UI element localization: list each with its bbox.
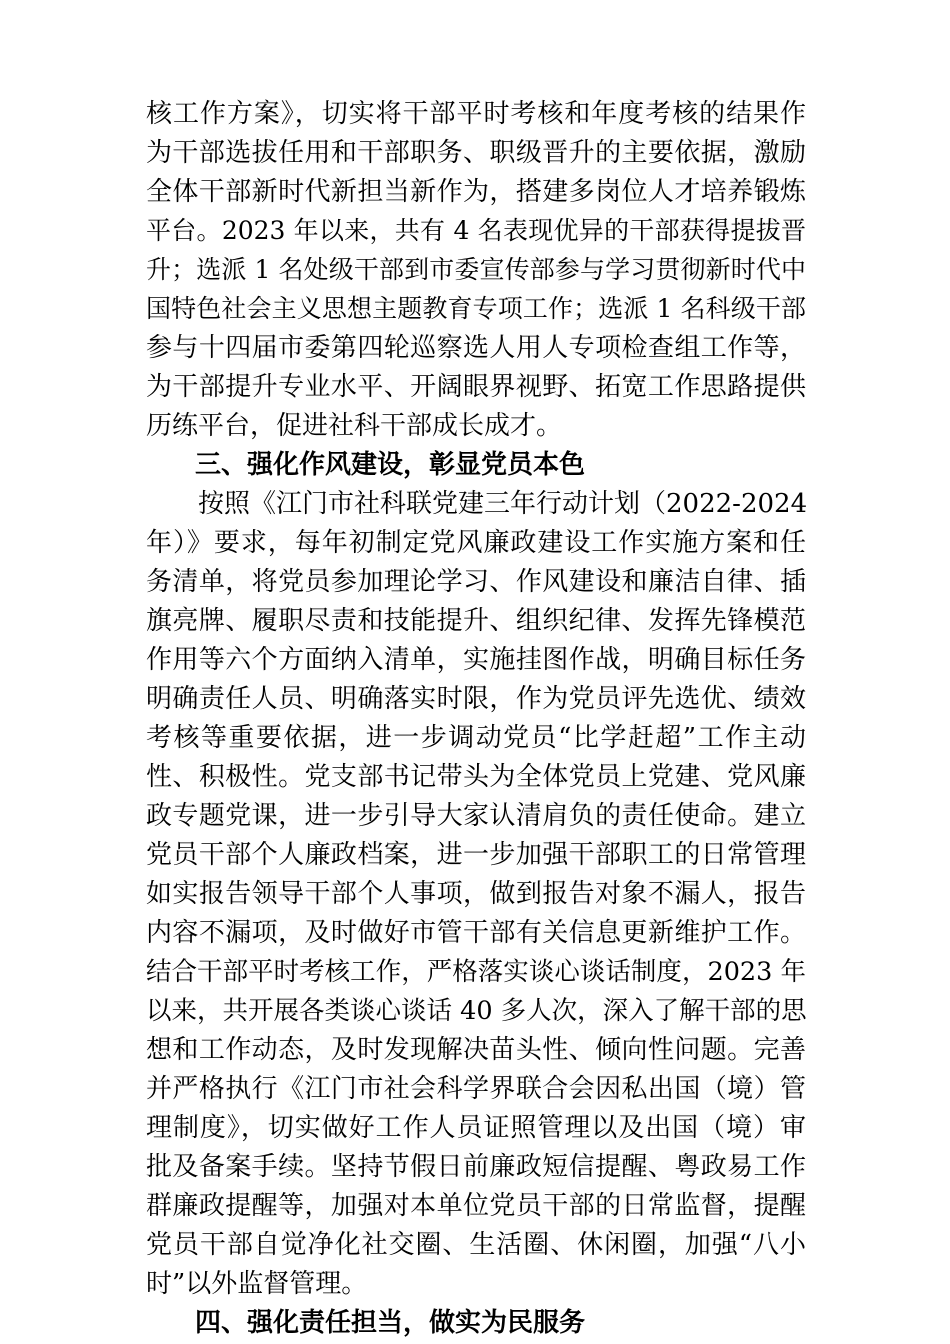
body-text-line: 并严格执行《江门市社会科学界联合会因私出国（境）管 xyxy=(146,1074,806,1104)
body-text-line: 时”以外监督管理。 xyxy=(146,1269,368,1299)
body-text-line: 升；选派 1 名处级干部到市委宣传部参与学习贯彻新时代中 xyxy=(146,255,806,284)
body-text-line: 全体干部新时代新担当新作为，搭建多岗位人才培养锻炼 xyxy=(146,177,806,207)
body-text-line: 内容不漏项，及时做好市管干部有关信息更新维护工作。 xyxy=(146,918,806,948)
body-text-line: 党员干部个人廉政档案，进一步加强干部职工的日常管理 xyxy=(146,840,806,870)
body-text-line: 历练平台，促进社科干部成长成才。 xyxy=(146,411,563,441)
body-text-line: 为干部提升专业水平、开阔眼界视野、拓宽工作思路提供 xyxy=(146,372,806,402)
body-text-line: 批及备案手续。坚持节假日前廉政短信提醒、粤政易工作 xyxy=(146,1152,806,1182)
body-text-line: 明确责任人员、明确落实时限，作为党员评先选优、绩效 xyxy=(146,684,806,714)
body-text-line: 为干部选拔任用和干部职务、职级晋升的主要依据，激励 xyxy=(146,138,806,168)
body-text-line: 群廉政提醒等，加强对本单位党员干部的日常监督，提醒 xyxy=(146,1191,806,1221)
body-text-line: 考核等重要依据，进一步调动党员“比学赶超”工作主动 xyxy=(146,723,806,753)
body-text-line: 想和工作动态，及时发现解决苗头性、倾向性问题。完善 xyxy=(146,1035,806,1065)
body-text-line: 政专题党课，进一步引导大家认清肩负的责任使命。建立 xyxy=(146,801,806,831)
body-text-line: 结合干部平时考核工作，严格落实谈心谈话制度，2023 年 xyxy=(146,957,806,987)
body-text-line: 以来，共开展各类谈心谈话 40 多人次，深入了解干部的思 xyxy=(146,996,807,1026)
section-heading: 四、强化责任担当，做实为民服务 xyxy=(195,1308,586,1338)
body-text-line: 核工作方案》，切实将干部平时考核和年度考核的结果作 xyxy=(146,99,806,129)
body-text-line: 年）》要求，每年初制定党风廉政建设工作实施方案和任 xyxy=(146,528,806,558)
body-text-line: 作用等六个方面纳入清单，实施挂图作战，明确目标任务 xyxy=(146,645,806,675)
body-text-line: 党员干部自觉净化社交圈、生活圈、休闲圈，加强“八小 xyxy=(146,1230,806,1260)
body-text-line: 如实报告领导干部个人事项，做到报告对象不漏人，报告 xyxy=(146,879,806,909)
body-text-line: 务清单，将党员参加理论学习、作风建设和廉洁自律、插 xyxy=(146,567,806,597)
body-text-line: 按照《江门市社科联党建三年行动计划（2022-2024 xyxy=(198,489,808,519)
body-text-line: 理制度》，切实做好工作人员证照管理以及出国（境）审 xyxy=(146,1113,806,1143)
body-text-line: 平台。2023 年以来，共有 4 名表现优异的干部获得提拔晋 xyxy=(146,216,806,245)
body-text-line: 参与十四届市委第四轮巡察选人用人专项检查组工作等， xyxy=(146,333,806,363)
section-heading: 三、强化作风建设，彰显党员本色 xyxy=(195,450,586,480)
body-text-line: 旗亮牌、履职尽责和技能提升、组织纪律、发挥先锋模范 xyxy=(146,606,806,636)
body-text-line: 性、积极性。党支部书记带头为全体党员上党建、党风廉 xyxy=(146,762,806,792)
body-text-line: 国特色社会主义思想主题教育专项工作；选派 1 名科级干部 xyxy=(146,294,806,323)
